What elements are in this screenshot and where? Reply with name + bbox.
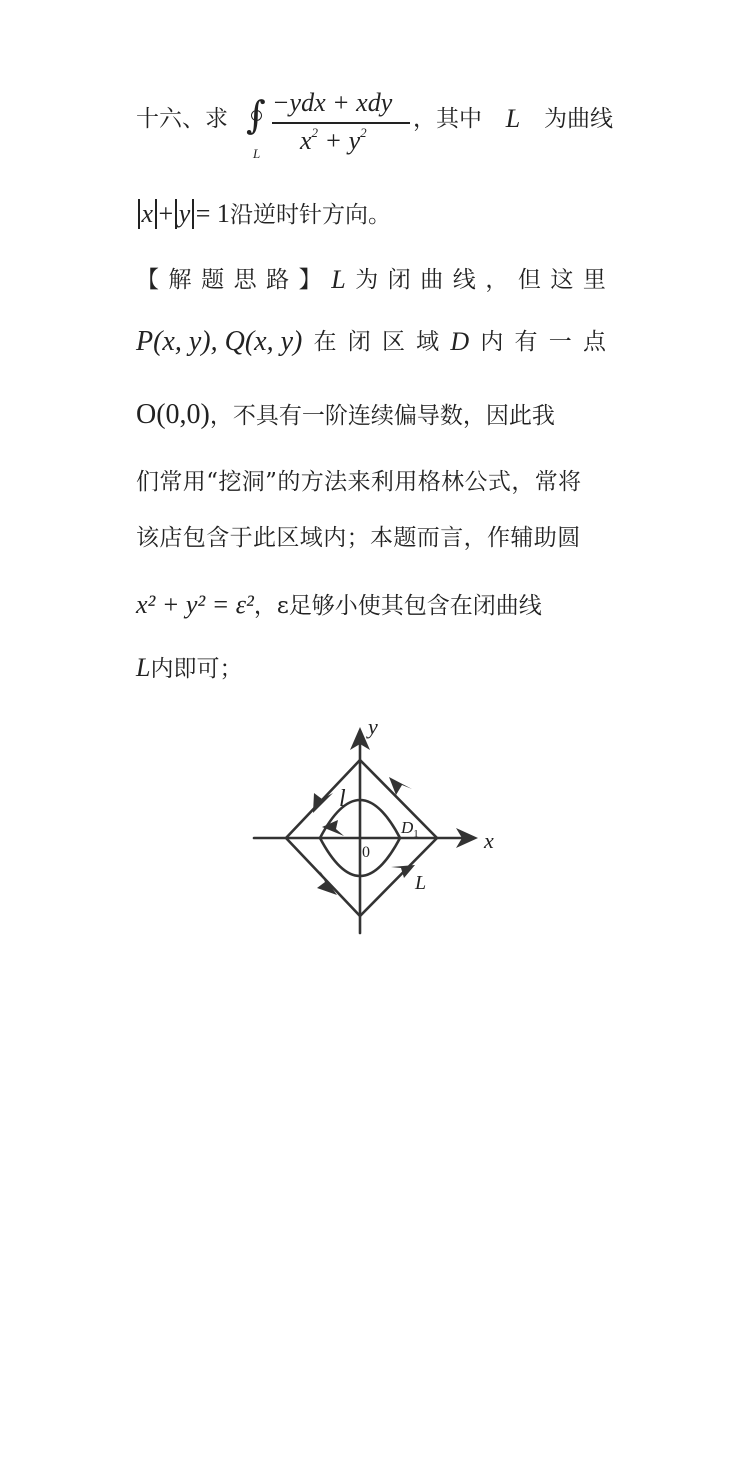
problem-number: 十六、求 (136, 106, 228, 132)
region-diagram (240, 705, 510, 945)
label-origin: 0 (362, 844, 370, 861)
integrand-denominator: $x^2 + y^2$ (300, 125, 367, 155)
solution-line-2: P(x, y), Q(x, y) 在 闭 区 域 D 内 有 一 点 (136, 326, 606, 357)
label-D: $D_1$ (401, 818, 419, 840)
solution-line-5: 该店包含于此区域内；本题而言，作辅助圆 (136, 525, 581, 551)
solution-line-7: L内即可； (136, 653, 243, 682)
arrow-L-left-upper (313, 793, 333, 813)
contour-integral-sign: ∫ (246, 93, 266, 137)
solution-line-6: x² + y² = ε²，ε足够小使其包含在闭曲线 (136, 590, 542, 619)
integral-subscript: L (253, 146, 261, 161)
solution-line-4: 们常用“挖洞”的方法来利用格林公式，常将 (136, 469, 582, 495)
integrand-numerator: −ydx + xdy (272, 88, 393, 117)
solution-heading-line: 【 解 题 思 路 】 L 为 闭 曲 线 ， 但 这 里 (136, 265, 606, 294)
problem-tail: ，其中 L 为曲线 (413, 104, 613, 133)
solution-line-3: O(0,0)，不具有一阶连续偏导数，因此我 (136, 399, 555, 430)
arrow-l (322, 820, 344, 836)
label-y: y (368, 714, 378, 739)
problem-line-2: x + y = 1沿逆时针方向。 (136, 198, 606, 231)
arrow-L-right-lower (391, 865, 415, 878)
label-L: L (415, 872, 427, 894)
label-x: x (484, 828, 494, 853)
fraction-bar (272, 122, 410, 124)
label-l: l (339, 786, 346, 812)
